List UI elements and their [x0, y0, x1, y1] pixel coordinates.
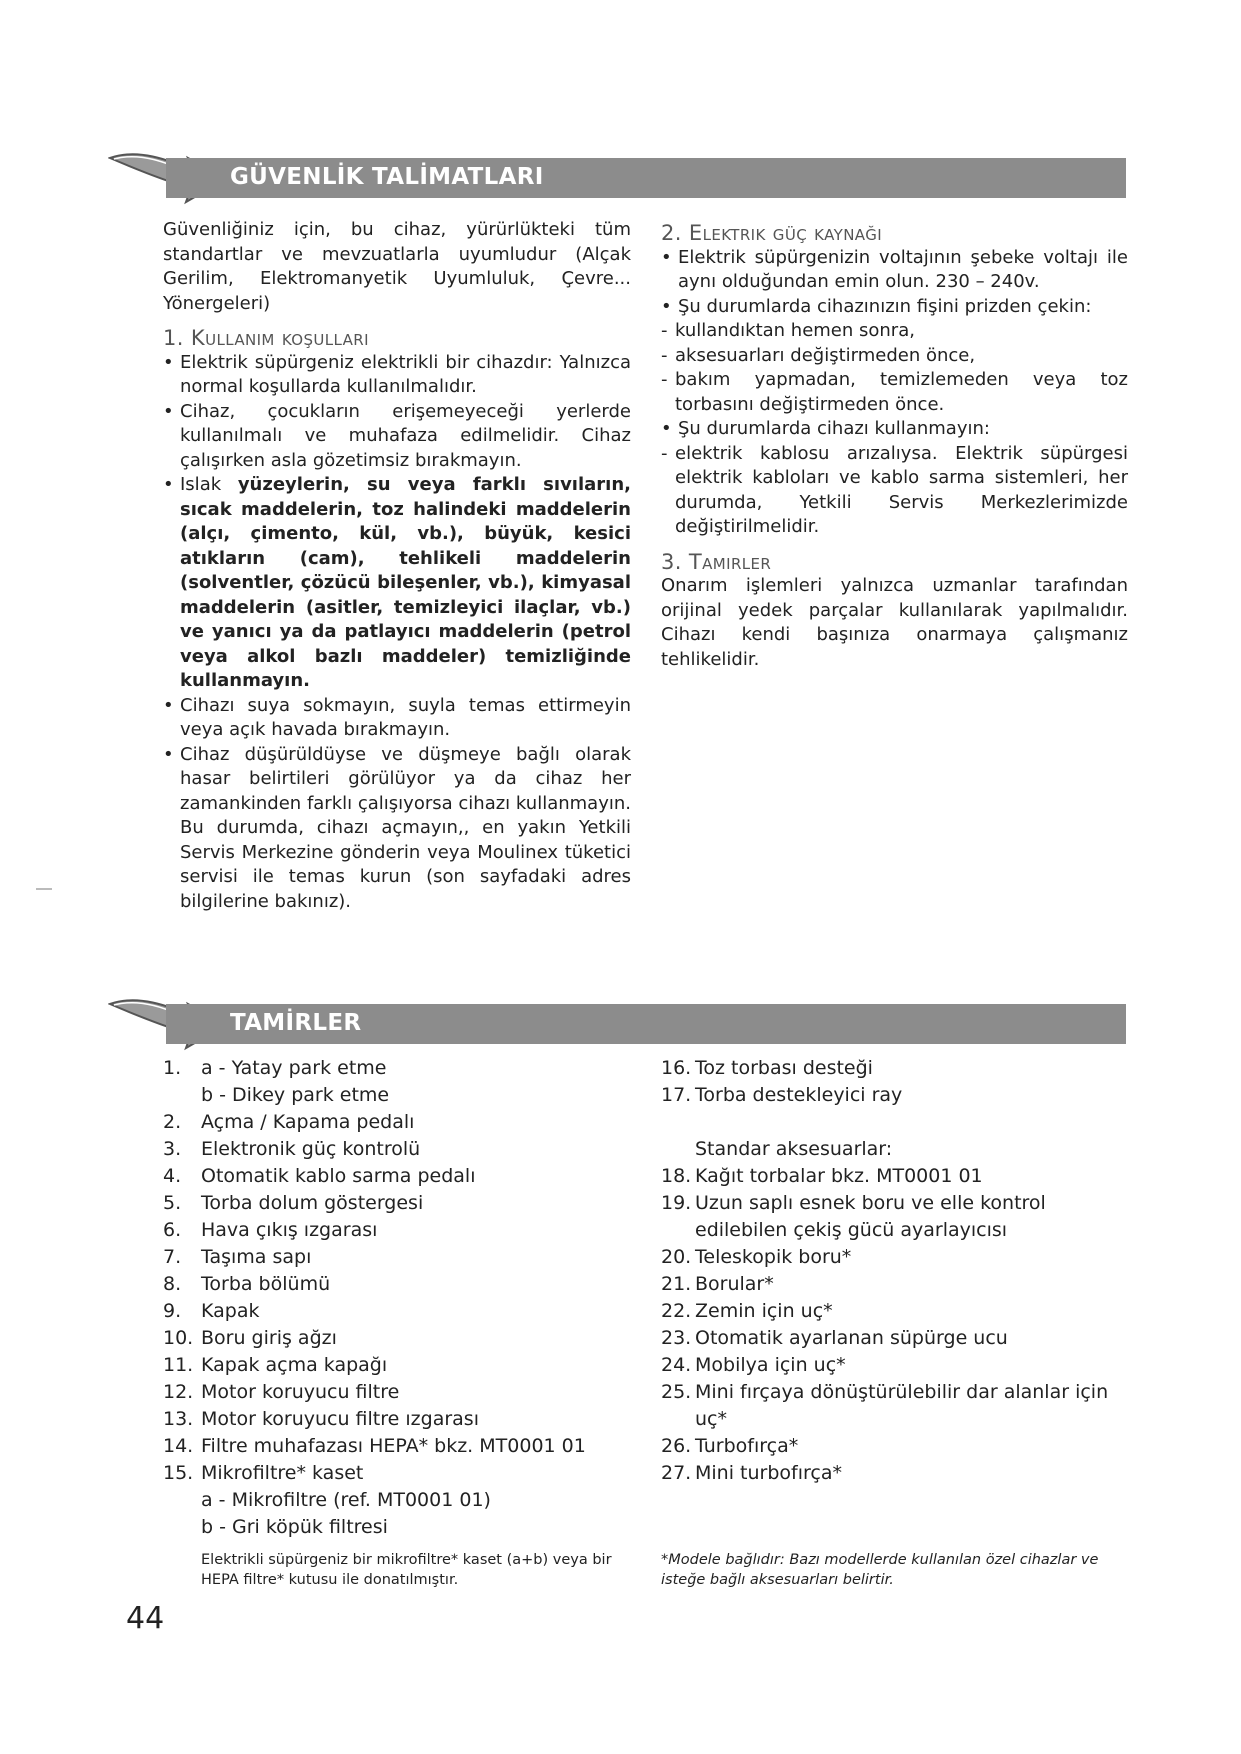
power-dash-4	[661, 442, 1128, 540]
list-item	[163, 1460, 633, 1487]
list-item-label: Boru giriş ağzı	[201, 1327, 337, 1349]
list-item-number: 27.	[661, 1462, 692, 1484]
list-item	[661, 1244, 1128, 1271]
usage-bullet-3-start: Islak	[180, 474, 238, 495]
parts-left-list	[163, 1055, 633, 1541]
power-bullet-1: • Elektrik süpürgenizin voltajının şebeke voltajı ile aynı olduğundan emin olun. 230 – 240v.	[661, 246, 1128, 295]
power-dash-4-text: elektrik kablosu arızalıysa. Elektrik süpürgesi elektrik kabloları ve kablo sarma sistemleri, her durumda, Yetkili Servis Merkezlerimizde değiştirilmelidir.	[675, 442, 1128, 537]
list-item-number: 20.	[661, 1246, 692, 1268]
banner-title: GÜVENLİK TALİMATLARI	[230, 164, 544, 190]
list-item-label: Otomatik ayarlanan süpürge ucu	[695, 1327, 1008, 1349]
list-item-number: 19.	[661, 1192, 692, 1214]
power-dash-1-text: kullandıktan hemen sonra,	[675, 320, 915, 341]
list-item-number: 11.	[163, 1354, 194, 1376]
power-dash-3-text: bakım yapmadan, temizlemeden veya toz torbasını değiştirmeden önce.	[675, 369, 1128, 415]
list-item	[661, 1190, 1128, 1244]
list-item-label: Elektronik güç kontrolü	[201, 1138, 421, 1160]
list-item	[661, 1379, 1128, 1433]
dash-mark: -	[661, 344, 668, 366]
list-item-number: 22.	[661, 1300, 692, 1322]
list-item-number: 5.	[163, 1192, 182, 1214]
list-item	[163, 1190, 633, 1217]
list-item	[163, 1163, 633, 1190]
safety-banner	[108, 150, 1128, 222]
list-item-label: Kapak	[201, 1300, 260, 1322]
list-item-label: Taşıma sapı	[201, 1246, 312, 1268]
list-item-number: 8.	[163, 1273, 182, 1295]
standard-accessories-label: Standar aksesuarlar:	[695, 1138, 893, 1160]
list-item	[661, 1325, 1128, 1352]
usage-bullet-3	[163, 473, 631, 694]
list-item	[661, 1298, 1128, 1325]
list-item-number: 1.	[163, 1057, 182, 1079]
list-item-number: 6.	[163, 1219, 182, 1241]
usage-bullet-3-bold: yüzeylerin, su veya farklı sıvıların, sıcak maddelerin, toz halindeki maddelerin (alçı, çimento, kül, vb.), büyük, kesici atıkların (cam), tehlikeli maddelerin (solventler, çözücü bileşenler, vb.), kimyasal maddelerin (asitler, temizleyici ilaçlar, vb.) ve yanıcı ya da patlayıcı maddelerin (petrol veya alkol bazlı maddeler) temizliğinde kullanmayın.	[180, 474, 631, 691]
margin-mark	[36, 888, 52, 890]
list-item	[661, 1460, 1128, 1487]
list-item-label: Kağıt torbalar bkz. MT0001 01	[695, 1165, 983, 1187]
usage-heading: 1. Kullanım koşulları	[163, 326, 369, 350]
list-item-label: Motor koruyucu filtre	[201, 1381, 400, 1403]
list-item-label: Mikrofiltre* kaset	[201, 1462, 364, 1484]
right-note: *Modele bağlıdır: Bazı modellerde kullanılan özel cihazlar ve isteğe bağlı aksesuarları belirtir.	[661, 1552, 1099, 1588]
usage-bullet-1: • Elektrik süpürgeniz elektrikli bir cihazdır: Yalnızca normal koşullarda kullanılmalıdır.	[163, 351, 631, 400]
dash-mark: -	[661, 442, 668, 464]
list-item	[163, 1055, 633, 1082]
list-item-label: Otomatik kablo sarma pedalı	[201, 1165, 476, 1187]
list-item-label: Filtre muhafazası HEPA* bkz. MT0001 01	[201, 1435, 586, 1457]
list-item-label: b - Dikey park etme	[201, 1084, 390, 1106]
list-item-number: 23.	[661, 1327, 692, 1349]
list-item-label: Uzun saplı esnek boru ve elle kontrol edilebilen çekiş gücü ayarlayıcısı	[695, 1192, 1046, 1241]
list-item	[163, 1487, 633, 1514]
repairs-text: Onarım işlemleri yalnızca uzmanlar tarafından orijinal yedek parçalar kullanılarak yapılmalıdır. Cihazı kendi başınıza onarmaya çalışmanız tehlikelidir.	[661, 575, 1128, 670]
list-item-label: Mini turbofırça*	[695, 1462, 842, 1484]
list-item	[661, 1163, 1128, 1190]
power-dash-1	[661, 319, 1128, 344]
list-item-label: Borular*	[695, 1273, 774, 1295]
parts-right-list	[661, 1055, 1128, 1487]
usage-bullet-4: • Cihazı suya sokmayın, suyla temas ettirmeyin veya açık havada bırakmayın.	[163, 694, 631, 743]
list-item-label: b - Gri köpük filtresi	[201, 1516, 388, 1538]
list-item	[661, 1271, 1128, 1298]
list-item-label: Mini fırçaya dönüştürülebilir dar alanlar için uç*	[695, 1381, 1109, 1430]
list-item-number: 16.	[661, 1057, 692, 1079]
intro-text: Güvenliğiniz için, bu cihaz, yürürlükteki tüm standartlar ve mevzuatlarla uyumludur (Alçak Gerilim, Elektromanyetik Uyumluluk, Çevre... Yönergeleri)	[163, 219, 631, 314]
left-note: Elektrikli süpürgeniz bir mikrofiltre* kaset (a+b) veya bir HEPA filtre* kutusu ile donatılmıştır.	[201, 1552, 612, 1588]
banner-title: TAMİRLER	[230, 1010, 362, 1036]
power-dash-2	[661, 344, 1128, 369]
list-item-label: a - Yatay park etme	[201, 1057, 387, 1079]
list-item	[661, 1352, 1128, 1379]
list-item	[163, 1244, 633, 1271]
list-item-number: 3.	[163, 1138, 182, 1160]
list-item	[163, 1271, 633, 1298]
list-item-label: Açma / Kapama pedalı	[201, 1111, 415, 1133]
list-item-label: Turbofırça*	[695, 1435, 799, 1457]
list-item-number: 24.	[661, 1354, 692, 1376]
list-item	[163, 1298, 633, 1325]
list-item-label: Torba dolum göstergesi	[201, 1192, 424, 1214]
safety-left-column	[163, 218, 631, 914]
power-dash-3	[661, 368, 1128, 417]
list-item	[661, 1055, 1128, 1082]
list-item-number: 2.	[163, 1111, 182, 1133]
safety-right-column	[661, 221, 1128, 672]
list-item	[163, 1109, 633, 1136]
repairs-heading: 3. Tamirler	[661, 549, 772, 574]
list-item-number: 4.	[163, 1165, 182, 1187]
usage-bullet-5: • Cihaz düşürüldüyse ve düşmeye bağlı olarak hasar belirtileri görülüyor ya da cihaz her zamankinden farklı çalışıyorsa cihazı kullanmayın. Bu durumda, cihazı açmayın,, en yakın Yetkili Servis Merkezine gönderin veya Moulinex tüketici servisi ile temas kurun (son sayfadaki adres bilgilerine bakınız).	[163, 743, 631, 915]
list-item	[661, 1082, 1128, 1109]
dash-mark: -	[661, 320, 668, 341]
list-item	[163, 1217, 633, 1244]
list-item-label: Torba destekleyici ray	[695, 1084, 903, 1106]
list-item	[163, 1406, 633, 1433]
list-item-number: 26.	[661, 1435, 692, 1457]
list-item-number: 25.	[661, 1381, 692, 1403]
list-item-number: 21.	[661, 1273, 692, 1295]
list-item-label: a - Mikrofiltre (ref. MT0001 01)	[201, 1489, 491, 1511]
list-item	[163, 1136, 633, 1163]
list-item-number: 12.	[163, 1381, 194, 1403]
power-dash-2-text: aksesuarları değiştirmeden önce,	[675, 344, 976, 366]
list-item-label: Motor koruyucu filtre ızgarası	[201, 1408, 479, 1430]
list-item	[163, 1433, 633, 1460]
list-item-label: Kapak açma kapağı	[201, 1354, 388, 1376]
list-item-label: Teleskopik boru*	[695, 1246, 852, 1268]
power-heading: 2. Elektrik güç kaynağı	[661, 221, 883, 245]
list-item	[163, 1352, 633, 1379]
power-bullet-2: • Şu durumlarda cihazınızın fişini prizden çekin:	[661, 295, 1128, 320]
list-item-number: 18.	[661, 1165, 692, 1187]
list-item-number: 15.	[163, 1462, 194, 1484]
list-item	[661, 1433, 1128, 1460]
list-item-number: 17.	[661, 1084, 692, 1106]
page-number: 44	[126, 1601, 165, 1636]
list-item-label: Mobilya için uç*	[695, 1354, 846, 1376]
list-item	[163, 1379, 633, 1406]
list-item	[163, 1082, 633, 1109]
power-bullet-3: • Şu durumlarda cihazı kullanmayın:	[661, 417, 1128, 442]
dash-mark: -	[661, 369, 668, 390]
list-item	[163, 1514, 633, 1541]
list-item-number: 13.	[163, 1408, 194, 1430]
list-item-number: 9.	[163, 1300, 182, 1322]
list-item-label: Torba bölümü	[201, 1273, 331, 1295]
list-item-label: Zemin için uç*	[695, 1300, 833, 1322]
list-item-number: 7.	[163, 1246, 182, 1268]
list-item-label: Toz torbası desteği	[695, 1057, 873, 1079]
list-item-label: Hava çıkış ızgarası	[201, 1219, 378, 1241]
usage-bullet-2: • Cihaz, çocukların erişemeyeceği yerlerde kullanılmalı ve muhafaza edilmelidir. Cihaz çalışırken asla gözetimsiz bırakmayın.	[163, 400, 631, 474]
list-item-number: 14.	[163, 1435, 194, 1457]
list-item-number: 10.	[163, 1327, 194, 1349]
list-item	[163, 1325, 633, 1352]
